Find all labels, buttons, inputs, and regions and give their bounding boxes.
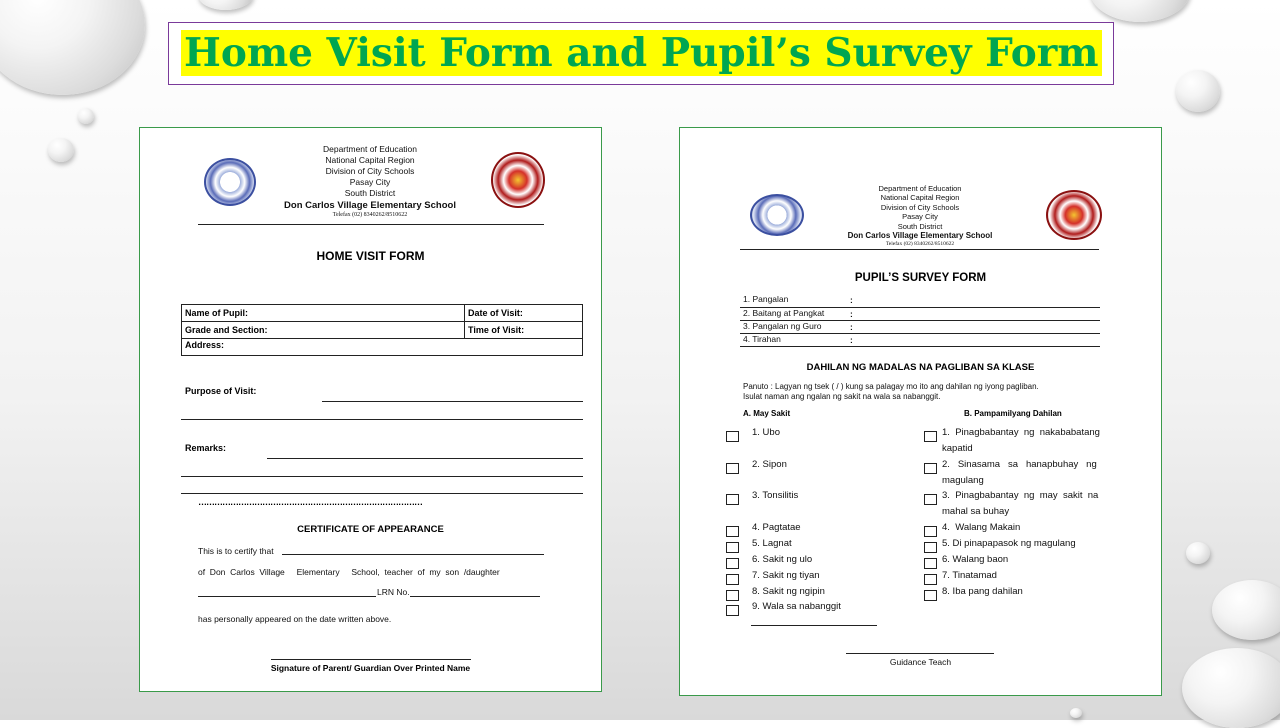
instructions [743,382,1039,402]
checkbox[interactable] [726,574,739,585]
water-drop-decoration [1182,648,1280,728]
section-title: DAHILAN NG MADALAS NA PAGLIBAN SA KLASE [806,362,1035,373]
column-b-title: B. Pampamilyang Dahilan [964,409,1062,418]
list-item-continuation: mahal sa buhay [942,506,1010,517]
header-line: National Capital Region [325,155,415,165]
form-title: PUPIL’S SURVEY FORM [854,272,987,284]
certify-text-2: of Don Carlos Village Elementary School, teacher of my son /daughter [198,567,500,577]
guidance-signature-line [846,653,994,654]
list-item: 4. Pagtatae [752,522,801,533]
column-a-title: A. May Sakit [743,409,791,418]
telefax: Telefax (02) 8340262/8510622 [885,241,955,248]
header-rule [198,224,544,225]
deped-seal-icon [491,152,545,208]
list-item: 6. Sakit ng ulo [752,554,813,565]
time-of-visit-cell: Time of Visit: [465,322,583,339]
address-cell: Address: [182,339,583,356]
checkbox[interactable] [924,542,937,553]
checkbox[interactable] [924,558,937,569]
field-colon: : [850,295,853,305]
list-item-continuation: magulang [942,475,984,486]
water-drop-decoration [1186,542,1210,564]
pupil-info-table [181,304,583,356]
water-drop-decoration [48,138,74,162]
field-label: 2. Baitang at Pangkat [743,308,825,318]
school-seal-icon [750,194,804,236]
school-seal-icon [204,158,256,206]
list-item: 3. Tonsilitis [752,490,799,501]
list-item: 2. Sinasama sa hanapbuhay ng [942,459,1097,470]
remarks-line [181,493,583,494]
remarks-label: Remarks: [185,443,227,453]
list-item-continuation: kapatid [942,443,973,454]
school-name: Don Carlos Village Elementary School [847,231,993,241]
checkbox[interactable] [924,494,937,505]
certificate-title: CERTIFICATE OF APPEARANCE [297,524,444,535]
checkbox[interactable] [726,605,739,616]
field-colon: : [850,309,853,319]
checkbox[interactable] [924,526,937,537]
header-line: South District [897,221,943,231]
header-line: Department of Education [322,144,418,154]
list-item: 1. Ubo [752,427,780,438]
lrn-label: LRN No. [377,587,410,597]
checkbox[interactable] [924,463,937,474]
teacher-line [198,596,376,597]
checkbox[interactable] [726,590,739,601]
other-illness-line [751,625,877,626]
field-colon: : [850,322,853,332]
field-colon: : [850,335,853,345]
header-line: Pasay City [349,177,391,187]
certify-text-4: has personally appeared on the date written above. [198,614,392,624]
list-item: 9. Wala sa nabanggit [752,601,841,612]
water-drop-decoration [0,0,145,95]
name-of-pupil-cell: Name of Pupil: [182,305,465,322]
checkbox[interactable] [726,542,739,553]
purpose-line [322,401,583,402]
list-item: 2. Sipon [752,459,787,470]
purpose-label: Purpose of Visit: [185,386,257,396]
water-drop-decoration [78,108,94,124]
checkbox[interactable] [924,431,937,442]
field-label: 1. Pangalan [743,294,789,304]
list-item: 7. Tinatamad [942,570,997,581]
list-item: 5. Di pinapapasok ng magulang [942,538,1076,549]
checkbox[interactable] [726,463,739,474]
home-visit-form-image [139,127,602,692]
header-line: Pasay City [902,212,938,222]
header-line: National Capital Region [880,193,960,203]
checkbox[interactable] [924,590,937,601]
list-item: 4. Walang Makain [942,522,1021,533]
water-drop-decoration [1176,70,1220,112]
checkbox[interactable] [726,526,739,537]
signature-label: Signature of Parent/ Guardian Over Printed Name [270,663,471,673]
certify-text: This is to certify that [198,546,274,556]
remarks-line [181,476,583,477]
form-title: HOME VISIT FORM [316,249,425,263]
checkbox[interactable] [726,431,739,442]
list-item: 8. Sakit ng ngipin [752,586,825,597]
list-item: 3. Pinagbabantay ng may sakit na [942,490,1099,501]
field-line [740,333,1100,334]
grade-section-cell: Grade and Section: [182,322,465,339]
list-item: 6. Walang baon [942,554,1009,565]
list-item: 5. Lagnat [752,538,792,549]
list-item: 8. Iba pang dahilan [942,586,1023,597]
field-label: 4. Tirahan [743,334,781,344]
pupil-survey-form-image [679,127,1162,696]
water-drop-decoration [198,0,253,10]
cut-line-dots: ………………………………………………………………………… [198,497,422,507]
header-line: Division of City Schools [880,202,960,212]
letterhead [270,144,470,219]
purpose-line [181,419,583,420]
checkbox[interactable] [924,574,937,585]
guidance-label: Guidance Teach [889,657,952,667]
field-label: 3. Pangalan ng Guro [743,321,822,331]
header-rule [740,249,1099,250]
checkbox[interactable] [726,558,739,569]
header-line: South District [344,188,396,198]
school-name: Don Carlos Village Elementary School [284,200,456,211]
telefax: Telefax (02) 8340262/8510622 [332,212,408,218]
field-line [740,346,1100,347]
letterhead [820,184,1020,247]
remarks-line [267,458,583,459]
lrn-line [410,596,540,597]
deped-seal-icon [1046,190,1102,240]
header-line: Division of City Schools [325,166,415,176]
signature-line [271,659,471,660]
water-drop-decoration [1212,580,1280,640]
instructions-line: Isulat naman ang ngalan ng sakit na wala sa nabanggit. [743,392,941,401]
list-item: 7. Sakit ng tiyan [752,570,820,581]
checkbox[interactable] [726,494,739,505]
instructions-line: Panuto : Lagyan ng tsek ( / ) kung sa palagay mo ito ang dahilan ng iyong pagliban. [743,382,1039,391]
water-drop-decoration [1090,0,1190,22]
list-item: 1. Pinagbabantay ng nakababatang [942,427,1100,438]
header-line: Department of Education [878,184,962,193]
pupil-name-line [282,554,544,555]
slide-title: Home Visit Form and Pupil’s Survey Form [181,30,1102,76]
date-of-visit-cell: Date of Visit: [465,305,583,322]
water-drop-decoration [1070,708,1082,718]
